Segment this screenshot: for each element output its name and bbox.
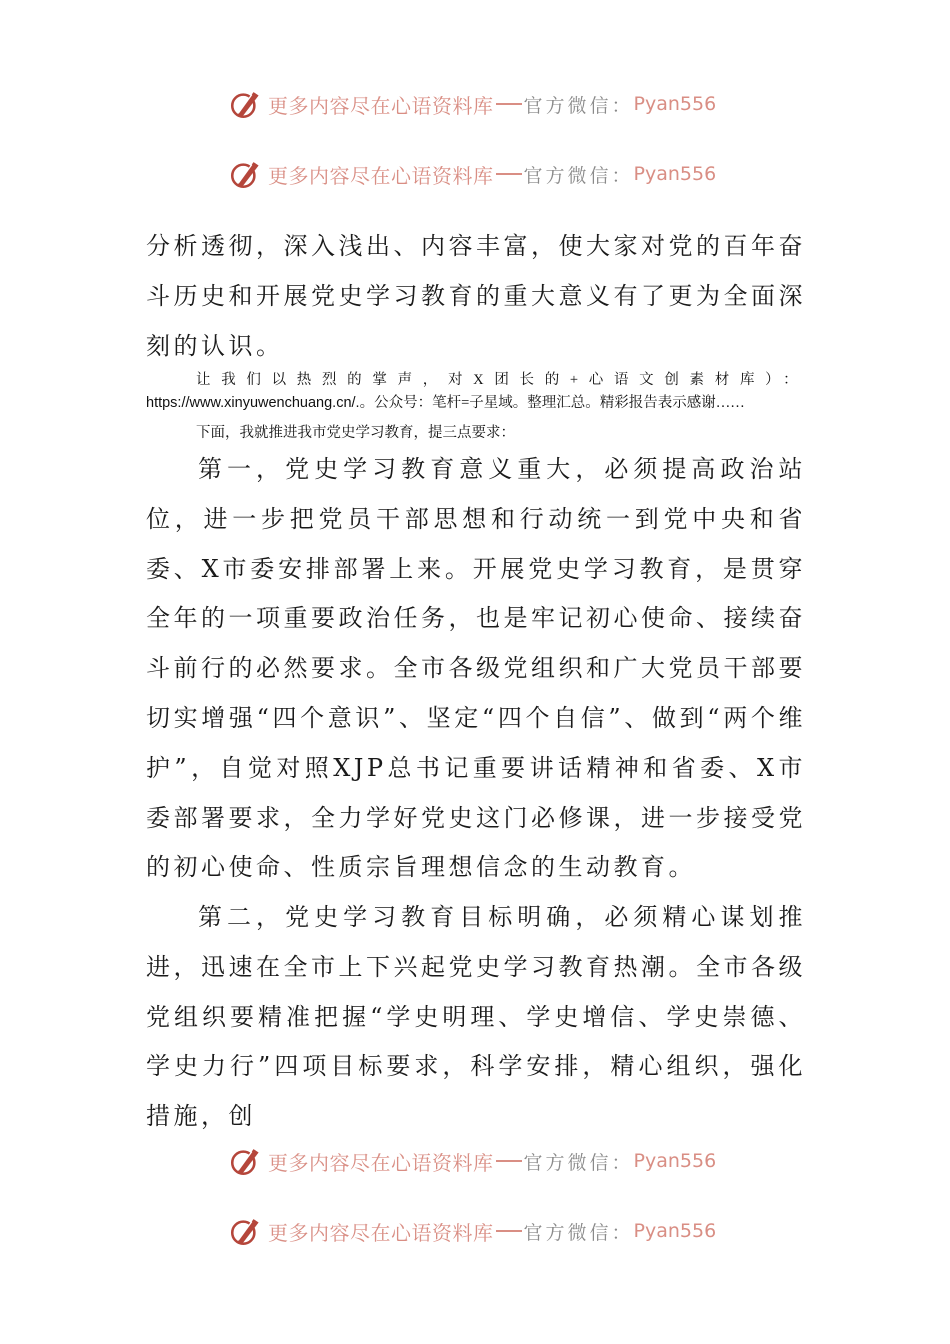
watermark-brand-text: 更多内容尽在心语资料库: [268, 1150, 494, 1175]
paragraph-continuation: 分析透彻，深入浅出、内容丰富，使大家对党的百年奋斗历史和开展党史学习教育的重大意义有了更为全面深刻的认识。: [146, 232, 806, 360]
watermark-wechat-id: Pyan556: [633, 163, 717, 185]
watermark-official-label: 官方微信：: [523, 1221, 634, 1244]
watermark-dash: [496, 173, 522, 175]
pen-nib-icon: [228, 1144, 262, 1178]
requirements-intro: 下面，我就推进我市党史学习教育，提三点要求：: [196, 425, 515, 441]
watermark-wechat-id: Pyan556: [633, 1150, 717, 1172]
paragraph-first-requirement: 第一，党史学习教育意义重大，必须提高政治站位，进一步把党员干部思想和行动统一到党中央和省委、X市委安排部署上来。开展党史学习教育，是贯穿全年的一项重要政治任务，也是牢记初心使命、接续奋斗前行的必然要求。全市各级党组织和广大党员干部要切实增强“四个意识”、坚定“四个自信”、做到“两个维护”，自觉对照XJP总书记重要讲话精神和省委、X市委部署要求，全力学好党史这门必修课，进一步接受党的初心使命、性质宗旨理想信念的生动教育。: [146, 455, 806, 882]
watermark-dash: [496, 1160, 522, 1162]
watermark-official-label: 官方微信：: [523, 1151, 634, 1174]
intro-note-rest: 。公众号：笔杆=子星域。整理汇总。精彩报告表示感谢……: [359, 394, 745, 411]
watermark-dash: [496, 103, 522, 105]
intro-note-text: 让我们以热烈的掌声，对X团长的+心语文创素材库）：: [196, 372, 806, 388]
watermark-official-label: 官方微信：: [523, 94, 634, 117]
watermark-banner: [228, 1213, 716, 1249]
watermark-wechat-id: Pyan556: [633, 93, 717, 115]
watermark-banner: [228, 86, 716, 122]
pen-nib-icon: [228, 1214, 262, 1248]
pen-nib-icon: [228, 87, 262, 121]
watermark-wechat-id: Pyan556: [633, 1220, 717, 1242]
watermark-banner: [228, 1143, 716, 1179]
paragraph-second-requirement: 第二，党史学习教育目标明确，必须精心谋划推进，迅速在全市上下兴起党史学习教育热潮。全市各级党组织要精准把握“学史明理、学史增信、学史崇德、学史力行”四项目标要求，科学安排，精心组织，强化措施，创: [146, 903, 806, 1131]
pen-nib-icon: [228, 157, 262, 191]
watermark-official-label: 官方微信：: [523, 164, 634, 187]
watermark-brand-text: 更多内容尽在心语资料库: [268, 1220, 494, 1245]
intro-note: [146, 369, 806, 414]
watermark-brand-text: 更多内容尽在心语资料库: [268, 93, 494, 118]
watermark-brand-text: 更多内容尽在心语资料库: [268, 163, 494, 188]
watermark-dash: [496, 1230, 522, 1232]
intro-note-url[interactable]: https://www.xinyuwenchuang.cn/.: [146, 394, 360, 411]
watermark-banner: [228, 156, 716, 192]
